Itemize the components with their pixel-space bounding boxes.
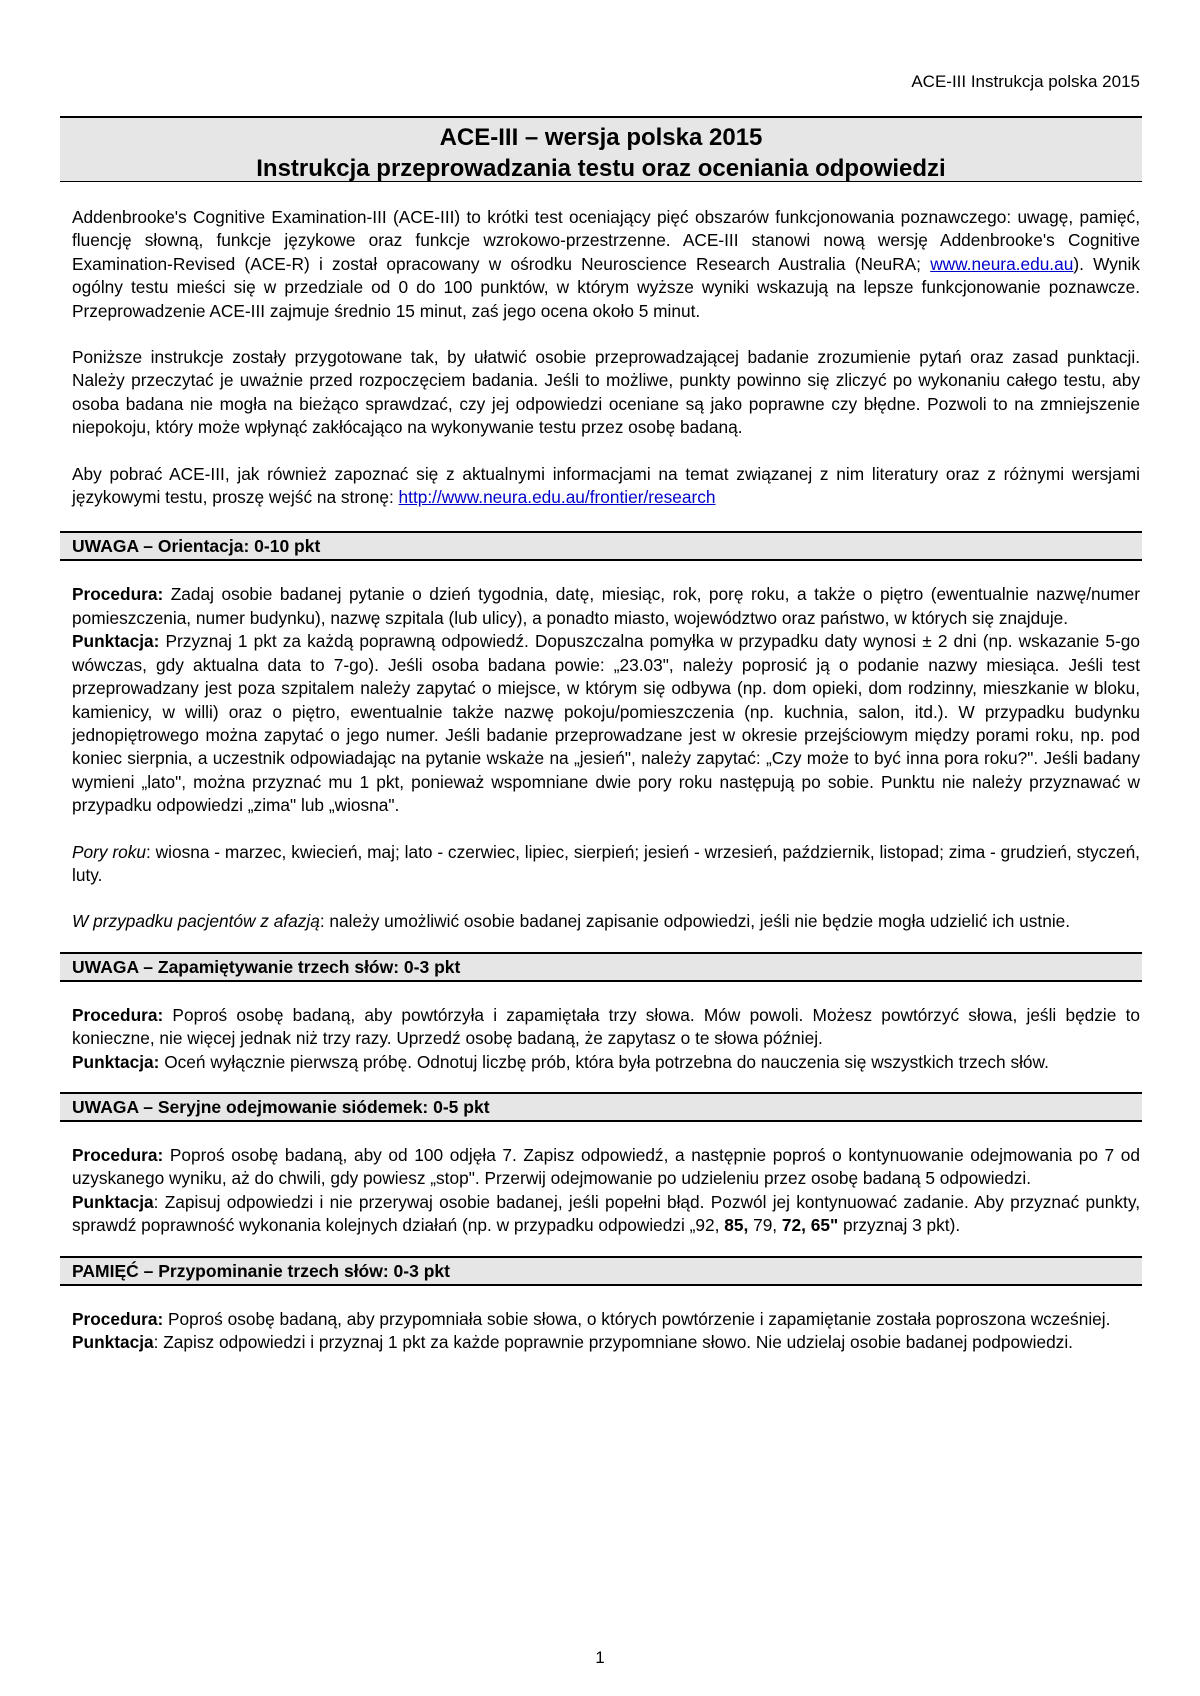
section-heading-recall: PAMIĘĆ – Przypominanie trzech słów: 0-3 pkt [60,1256,1142,1286]
running-header: ACE-III Instrukcja polska 2015 [911,72,1140,91]
orientation-aphasia-note: W przypadku pacjentów z afazją: należy umożliwić osobie badanej zapisanie odpowiedzi, jeśli nie będzie mogła udzielić ich ustnie. [72,911,1071,932]
recall-procedure: Procedura: Poproś osobę badaną, aby przypomniała sobie słowa, o których powtórzenie i zapamiętanie została poproszona wcześniej. [72,1308,1111,1329]
document-title [60,116,1142,182]
title-line-2: Instrukcja przeprowadzania testu oraz oceniania odpowiedzi [256,155,946,182]
orientation-scoring: Punktacja: Przyznaj 1 pkt za każdą poprawną odpowiedź. Dopuszczalna pomyłka w przypadku daty wynosi ± 2 dni (np. wskazanie 5-go wówczas, gdy aktualna data to 7-go). Jeśli osoba badana powie: „23.03", należy poprosić ją o podanie nazwy miesiąca. Jeśli test przeprowadzany jest poza szpitalem należy zapytać o miejsce, w którym się odbywa (np. dom opieki, dom rodzinny, mieszkanie w bloku, kamienicy, w willi) oraz o piętro, ewentualnie także nazwę pokoju/pomieszczenia (np. kuchnia, salon, itd.). W przypadku budynku jednopiętrowego można zapytać o jego numer. Jeśli badanie przeprowadzane jest w okresie przejściowym między porami roku, np. pod koniec sierpnia, a uczestnik odpowiadając na pytanie wskaże na „jesień", należy zapytać: „Czy może to być inna pora roku?". Jeśli badany wymieni „lato", można przyznać mu 1 pkt, ponieważ wspomniane dwie pory roku następują po sobie. Punktu nie należy przyznawać w przypadku odpowiedzi „zima" lub „wiosna". [72,631,1140,816]
document-body [72,206,1140,1354]
orientation-seasons: Pory roku: wiosna - marzec, kwiecień, maj; lato - czerwiec, lipiec, sierpień; jesień - wrzesień, październik, listopad; zima - grudzień, styczeń, luty. [72,841,1140,885]
intro-paragraph-3: Aby pobrać ACE-III, jak również zapoznać się z aktualnymi informacjami na temat związanej z nim literatury oraz z różnymi wersjami językowymi testu, proszę wejść na stronę: http://www.neura.edu.au/frontier/research [72,463,1140,508]
serial-sevens-scoring: Punktacja: Zapisuj odpowiedzi i nie przerywaj osobie badanej, jeśli popełni błąd. Pozwól jej kontynuować zadanie. Aby przyznać punkty, sprawdź poprawność wykonania kolejnych działań (np. w przypadku odpowiedzi „92, 85, 79, 72, 65" przyznaj 3 pkt). [72,1191,1140,1236]
registration-scoring: Punktacja: Oceń wyłącznie pierwszą próbę. Odnotuj liczbę prób, która była potrzebna do nauczenia się wszystkich trzech słów. [72,1051,1049,1072]
section-heading-orientation: UWAGA – Orientacja: 0-10 pkt [60,531,1142,561]
neura-link[interactable]: www.neura.edu.au [930,253,1074,274]
intro-paragraph-1: Addenbrooke's Cognitive Examination-III (ACE-III) to krótki test oceniający pięć obszarów funkcjonowania poznawczego: uwagę, pamięć, fluencję słowną, funkcje językowe oraz funkcje wzrokowo-przestrzenne. ACE-III stanowi nową wersję Addenbrooke's Cognitive Examination-Revised (ACE-R) i został opracowany w ośrodku Neuroscience Research Australia (NeuRA; www.neura.edu.au). Wynik ogólny testu mieści się w przedziale od 0 do 100 punktów, w którym wyższe wyniki wskazują na lepsze funkcjonowanie poznawcze. Przeprowadzenie ACE-III zajmuje średnio 15 minut, zaś jego ocena około 5 minut. [72,207,1141,321]
recall-scoring: Punktacja: Zapisz odpowiedzi i przyznaj 1 pkt za każde poprawnie przypomniane słowo. Nie udzielaj osobie badanej podpowiedzi. [72,1332,1073,1352]
section-heading-registration: UWAGA – Zapamiętywanie trzech słów: 0-3 pkt [60,952,1142,982]
title-line-1: ACE-III – wersja polska 2015 [439,124,763,151]
intro-paragraph-2: Poniższe instrukcje zostały przygotowane tak, by ułatwić osobie przeprowadzającej badanie zrozumienie pytań oraz zasad punktacji. Należy przeczytać je uważnie przed rozpoczęciem badania. Jeśli to możliwe, punkty powinno się zliczyć po wykonaniu całego testu, aby osoba badana nie mogła na bieżąco sprawdzać, czy jej odpowiedzi oceniane są jako poprawne czy błędne. Pozwoli to na zmniejszenie niepokoju, który może wpłynąć zakłócająco na wykonywanie testu przez osobę badaną. [72,347,1140,438]
page-number: 1 [595,1648,605,1667]
serial-sevens-procedure: Procedura: Poproś osobę badaną, aby od 100 odjęła 7. Zapisz odpowiedź, a następnie poproś o kontynuowanie odejmowania po 7 od uzyskanego wyniku, aż do chwili, gdy powiesz „stop". Przerwij odejmowanie po udzieleniu przez osobę badaną 5 odpowiedzi. [72,1144,1140,1189]
research-link[interactable]: http://www.neura.edu.au/frontier/research [398,487,716,508]
orientation-procedure: Procedura: Zadaj osobie badanej pytanie o dzień tygodnia, datę, miesiąc, rok, porę roku, a także o piętro (ewentualnie nazwę/numer pomieszczenia, numer budynku), nazwę szpitala (lub ulicy), a ponadto miasto, województwo oraz państwo, w których się znajduje. [72,584,1140,628]
section-heading-serial-sevens: UWAGA – Seryjne odejmowanie siódemek: 0-5 pkt [60,1092,1142,1122]
registration-procedure: Procedura: Poproś osobę badaną, aby powtórzyła i zapamiętała trzy słowa. Mów powoli. Możesz powtórzyć słowa, jeśli będzie to konieczne, nie więcej jednak niż trzy razy. Uprzedź osobę badaną, że zapytasz o te słowa później. [72,1004,1140,1049]
